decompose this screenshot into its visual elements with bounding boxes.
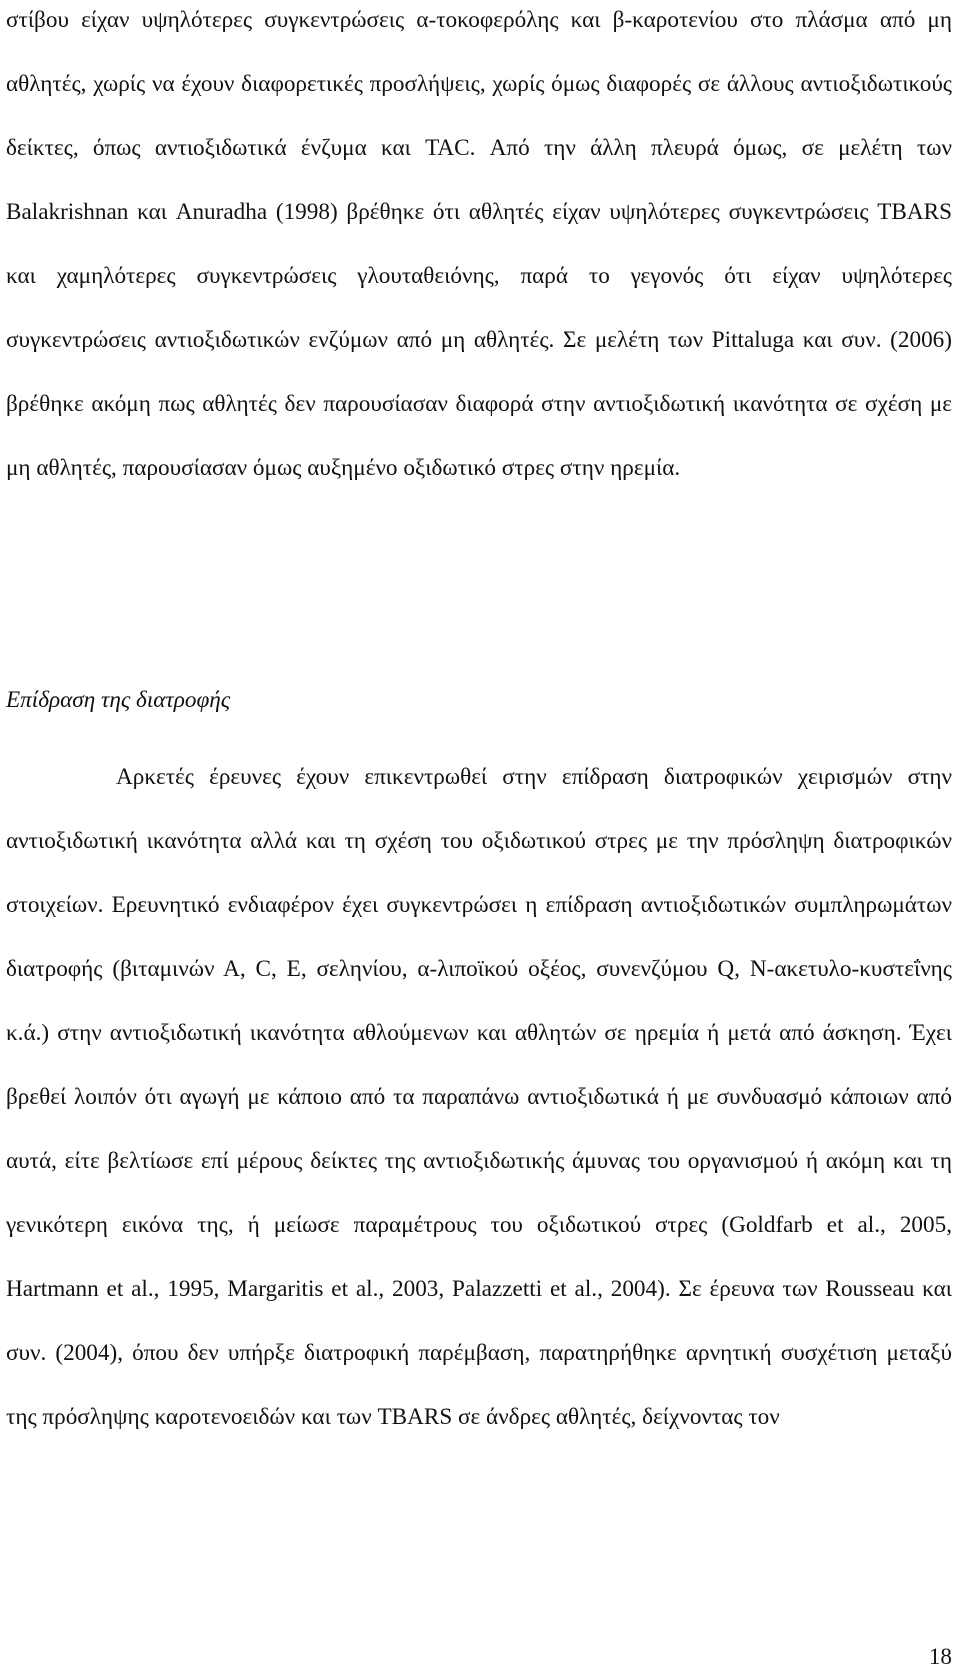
page-number: 18 bbox=[928, 1644, 952, 1670]
section-heading: Επίδραση της διατροφής bbox=[6, 687, 231, 713]
body-paragraph-section: Αρκετές έρευνες έχουν επικεντρωθεί στην επίδραση διατροφικών χειρισμών στην αντιοξιδωτική ικανότητα αλλά και τη σχέση του οξιδωτικού στρες με την πρόσληψη διατροφικών στοιχείων. Ερευνητικό ενδιαφέρον έχει συγκεντρώσει η επίδραση αντιοξιδωτικών συμπληρωμάτων διατροφής (βιταμινών Α, C, E, σεληνίου, α-λιποϊκού οξέος, συνενζύμου Q, Ν-ακετυλο-κυστεΐνης κ.ά.) στην αντιοξιδωτική ικανότητα αθλούμενων και αθλητών σε ηρεμία ή μετά από άσκηση. Έχει βρεθεί λοιπόν ότι αγωγή με κάποιο από τα παραπάνω αντιοξιδωτικά ή με συνδυασμό κάποιων από αυτά, είτε βελτίωσε επί μέρους δείκτες της αντιοξιδωτικής άμυνας του οργανισμού ή ακόμη και τη γενικότερη εικόνα της, ή μείωσε παραμέτρους του οξιδωτικού στρες (Goldfarb et al., 2005, Hartmann et al., 1995, Margaritis et al., 2003, Palazzetti et al., 2004). Σε έρευνα των Rousseau και συν. (2004), όπου δεν υπήρξε διατροφική παρέμβαση, παρατηρήθηκε αρνητική συσχέτιση μεταξύ της πρόσληψης καροτενοειδών και των TBARS σε άνδρες αθλητές, δείχνοντας τον bbox=[6, 764, 952, 1430]
body-paragraph-continued: στίβου είχαν υψηλότερες συγκεντρώσεις α-τοκοφερόλης και β-καροτενίου στο πλάσμα από μη αθλητές, χωρίς να έχουν διαφορετικές προσλήψεις, χωρίς όμως διαφορές σε άλλους αντιοξιδωτικούς δείκτες, όπως αντιοξιδωτικά ένζυμα και TAC. Από την άλλη πλευρά όμως, σε μελέτη των Balakrishnan και Anuradha (1998) βρέθηκε ότι αθλητές είχαν υψηλότερες συγκεντρώσεις TBARS και χαμηλότερες συγκεντρώσεις γλουταθειόνης, παρά το γεγονός ότι είχαν υψηλότερες συγκεντρώσεις αντιοξιδωτικών ενζύμων από μη αθλητές. Σε μελέτη των Pittaluga και συν. (2006) βρέθηκε ακόμη πως αθλητές δεν παρουσίασαν διαφορά στην αντιοξιδωτική ικανότητα σε σχέση με μη αθλητές, παρουσίασαν όμως αυξημένο οξιδωτικό στρες στην ηρεμία. bbox=[6, 7, 952, 481]
